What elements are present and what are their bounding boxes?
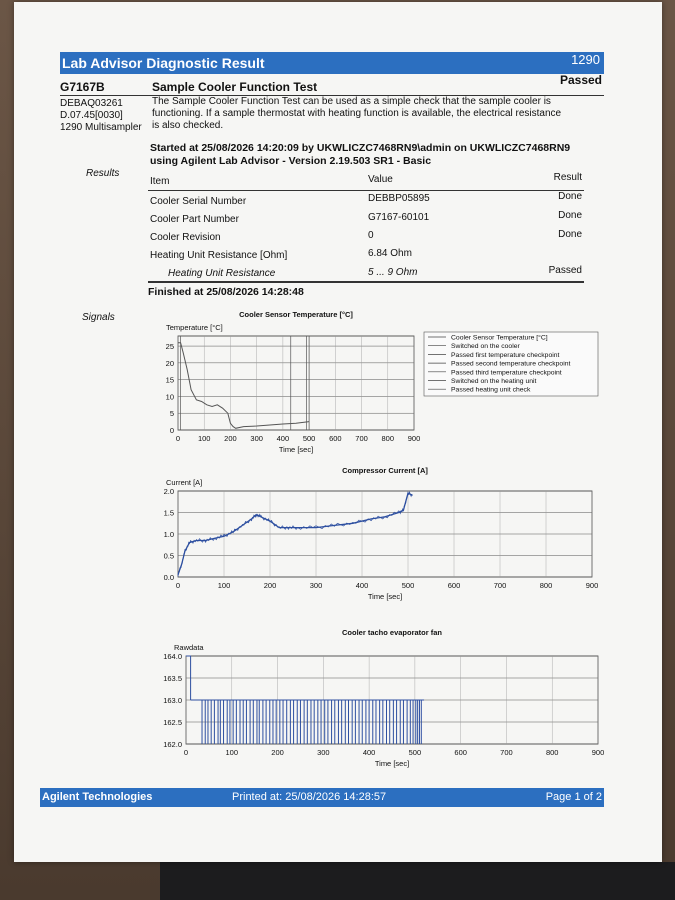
- current-noise: [178, 492, 412, 576]
- y-tick-label: 5: [169, 409, 174, 419]
- tacho-fan-chart: [144, 624, 605, 776]
- temperature-chart: [144, 306, 602, 454]
- table-row: [148, 246, 584, 264]
- x-tick-label: 300: [317, 748, 330, 757]
- chart-title: Cooler tacho evaporator fan: [341, 628, 443, 637]
- y-tick-label: 164.0: [163, 652, 182, 661]
- series-line: [178, 343, 309, 429]
- x-tick-label: 700: [355, 434, 368, 443]
- y-tick-label: 162.5: [163, 718, 182, 727]
- chart-title: Cooler Sensor Temperature [°C]: [239, 310, 353, 319]
- y-tick-label: 163.0: [163, 696, 182, 705]
- x-tick-label: 600: [447, 581, 461, 590]
- x-tick-label: 100: [225, 748, 239, 757]
- y-axis-label: Temperature [°C]: [166, 323, 223, 332]
- x-tick-label: 600: [454, 748, 467, 757]
- finished-line: Finished at 25/08/2026 14:28:48: [148, 286, 304, 298]
- compressor-current-chart: [144, 462, 602, 610]
- footer-bar: [40, 788, 604, 807]
- report-title: Lab Advisor Diagnostic Result: [62, 55, 265, 71]
- footer-printed: Printed at: 25/08/2026 14:28:57: [232, 791, 387, 803]
- report-page: [14, 2, 662, 862]
- x-tick-label: 0: [175, 581, 181, 590]
- legend-entry: Passed second temperature checkpoint: [451, 360, 571, 368]
- x-tick-label: 0: [175, 434, 181, 443]
- test-status: Passed: [559, 73, 602, 87]
- row-result: Done: [558, 191, 582, 202]
- x-tick-label: 600: [329, 434, 342, 443]
- results-label: Results: [86, 168, 120, 179]
- x-tick-label: 800: [539, 581, 553, 590]
- row-value: 0: [368, 230, 374, 241]
- y-tick-label: 0.5: [163, 551, 174, 561]
- plot-frame: [178, 336, 414, 430]
- row-item: Heating Unit Resistance [Ohm]: [150, 250, 288, 261]
- x-tick-label: 700: [493, 581, 507, 590]
- x-tick-label: 400: [355, 581, 369, 590]
- started-line-1: Started at 25/08/2026 14:20:09 by UKWLICZC7468RN9\admin on UKWLICZC7468RN9: [150, 142, 571, 154]
- x-tick-label: 700: [500, 748, 513, 757]
- y-tick-label: 1.0: [163, 530, 174, 539]
- x-tick-label: 200: [224, 434, 237, 443]
- y-tick-label: 25: [165, 342, 174, 352]
- y-axis-label: Current [A]: [166, 478, 203, 487]
- x-tick-label: 300: [309, 581, 323, 590]
- x-tick-label: 0: [183, 748, 189, 757]
- x-tick-label: 900: [407, 434, 421, 443]
- row-item: Cooler Revision: [150, 232, 221, 243]
- started-line-2: using Agilent Lab Advisor - Version 2.19.503 SR1 - Basic: [150, 155, 432, 167]
- table-rule-top: [148, 190, 584, 191]
- table-row: [148, 228, 584, 246]
- footer-page: Page 1 of 2: [545, 791, 602, 803]
- table-rule-bottom: [148, 281, 584, 283]
- module-serial: DEBAQ03261: [60, 98, 123, 109]
- table-row: [148, 192, 584, 210]
- legend-entry: Passed first temperature checkpoint: [451, 351, 560, 359]
- module-firmware: D.07.45[0030]: [60, 110, 123, 121]
- x-tick-label: 100: [197, 434, 211, 443]
- dark-object: [160, 862, 675, 900]
- x-axis-label: Time [sec]: [374, 759, 410, 768]
- x-tick-label: 200: [271, 748, 284, 757]
- y-tick-label: 0: [169, 426, 174, 435]
- row-value: G7167-60101: [368, 212, 430, 223]
- legend-entry: Passed third temperature checkpoint: [451, 369, 562, 377]
- legend-entry: Cooler Sensor Temperature [°C]: [451, 334, 548, 342]
- y-tick-label: 2.0: [163, 487, 174, 496]
- legend-entry: Passed heating unit check: [451, 386, 531, 394]
- y-tick-label: 1.5: [163, 508, 174, 518]
- chart-title: Compressor Current [A]: [342, 466, 428, 475]
- x-tick-label: 400: [362, 748, 376, 757]
- x-tick-label: 900: [585, 581, 599, 590]
- y-tick-label: 163.5: [163, 674, 182, 683]
- row-value: DEBBP05895: [368, 193, 430, 204]
- col-item: Item: [150, 176, 170, 187]
- module-name: 1290 Multisampler: [60, 122, 142, 133]
- module-id: G7167B: [60, 80, 105, 94]
- signals-label: Signals: [82, 312, 115, 323]
- col-value: Value: [368, 174, 393, 185]
- x-tick-label: 300: [250, 434, 263, 443]
- limit-row: [148, 264, 584, 282]
- footer-company: Agilent Technologies: [42, 791, 153, 803]
- y-axis-label: Rawdata: [174, 643, 204, 652]
- y-tick-label: 0.0: [163, 573, 174, 582]
- row-result: Done: [558, 229, 582, 240]
- row-item: Cooler Serial Number: [150, 196, 247, 207]
- y-tick-label: 162.0: [163, 740, 182, 749]
- y-tick-label: 20: [165, 358, 174, 368]
- results-table: [148, 170, 584, 282]
- description-line-1: The Sample Cooler Function Test can be used as a simple check that the sample cooler is: [152, 96, 551, 107]
- x-tick-label: 200: [263, 581, 277, 590]
- description-line-2: functioning. If a sample thermostat with heating function is available, the electrical resistance: [152, 108, 562, 119]
- legend-entry: Switched on the cooler: [451, 343, 520, 351]
- test-name: Sample Cooler Function Test: [152, 80, 318, 94]
- x-tick-label: 500: [401, 581, 415, 590]
- y-tick-label: 15: [165, 375, 174, 385]
- x-tick-label: 400: [276, 434, 290, 443]
- x-tick-label: 500: [302, 434, 316, 443]
- row-value: 6.84 Ohm: [368, 248, 412, 259]
- legend-entry: Switched on the heating unit: [451, 378, 537, 385]
- y-tick-label: 10: [165, 392, 174, 402]
- title-bar: [60, 52, 604, 74]
- x-tick-label: 900: [591, 748, 605, 757]
- model-number: 1290: [571, 52, 600, 67]
- col-result: Result: [553, 172, 582, 183]
- x-tick-label: 800: [381, 434, 395, 443]
- row-result: Done: [558, 210, 582, 221]
- x-tick-label: 500: [408, 748, 422, 757]
- description-line-3: is also checked.: [152, 120, 224, 131]
- x-tick-label: 800: [545, 748, 559, 757]
- x-axis-label: Time [sec]: [278, 445, 314, 454]
- x-tick-label: 100: [217, 581, 231, 590]
- limit-value: 5 ... 9 Ohm: [368, 267, 418, 278]
- limit-result: Passed: [548, 265, 582, 276]
- row-item: Cooler Part Number: [150, 214, 239, 225]
- x-axis-label: Time [sec]: [367, 592, 403, 601]
- limit-item: Heating Unit Resistance: [168, 268, 276, 279]
- table-row: [148, 210, 584, 228]
